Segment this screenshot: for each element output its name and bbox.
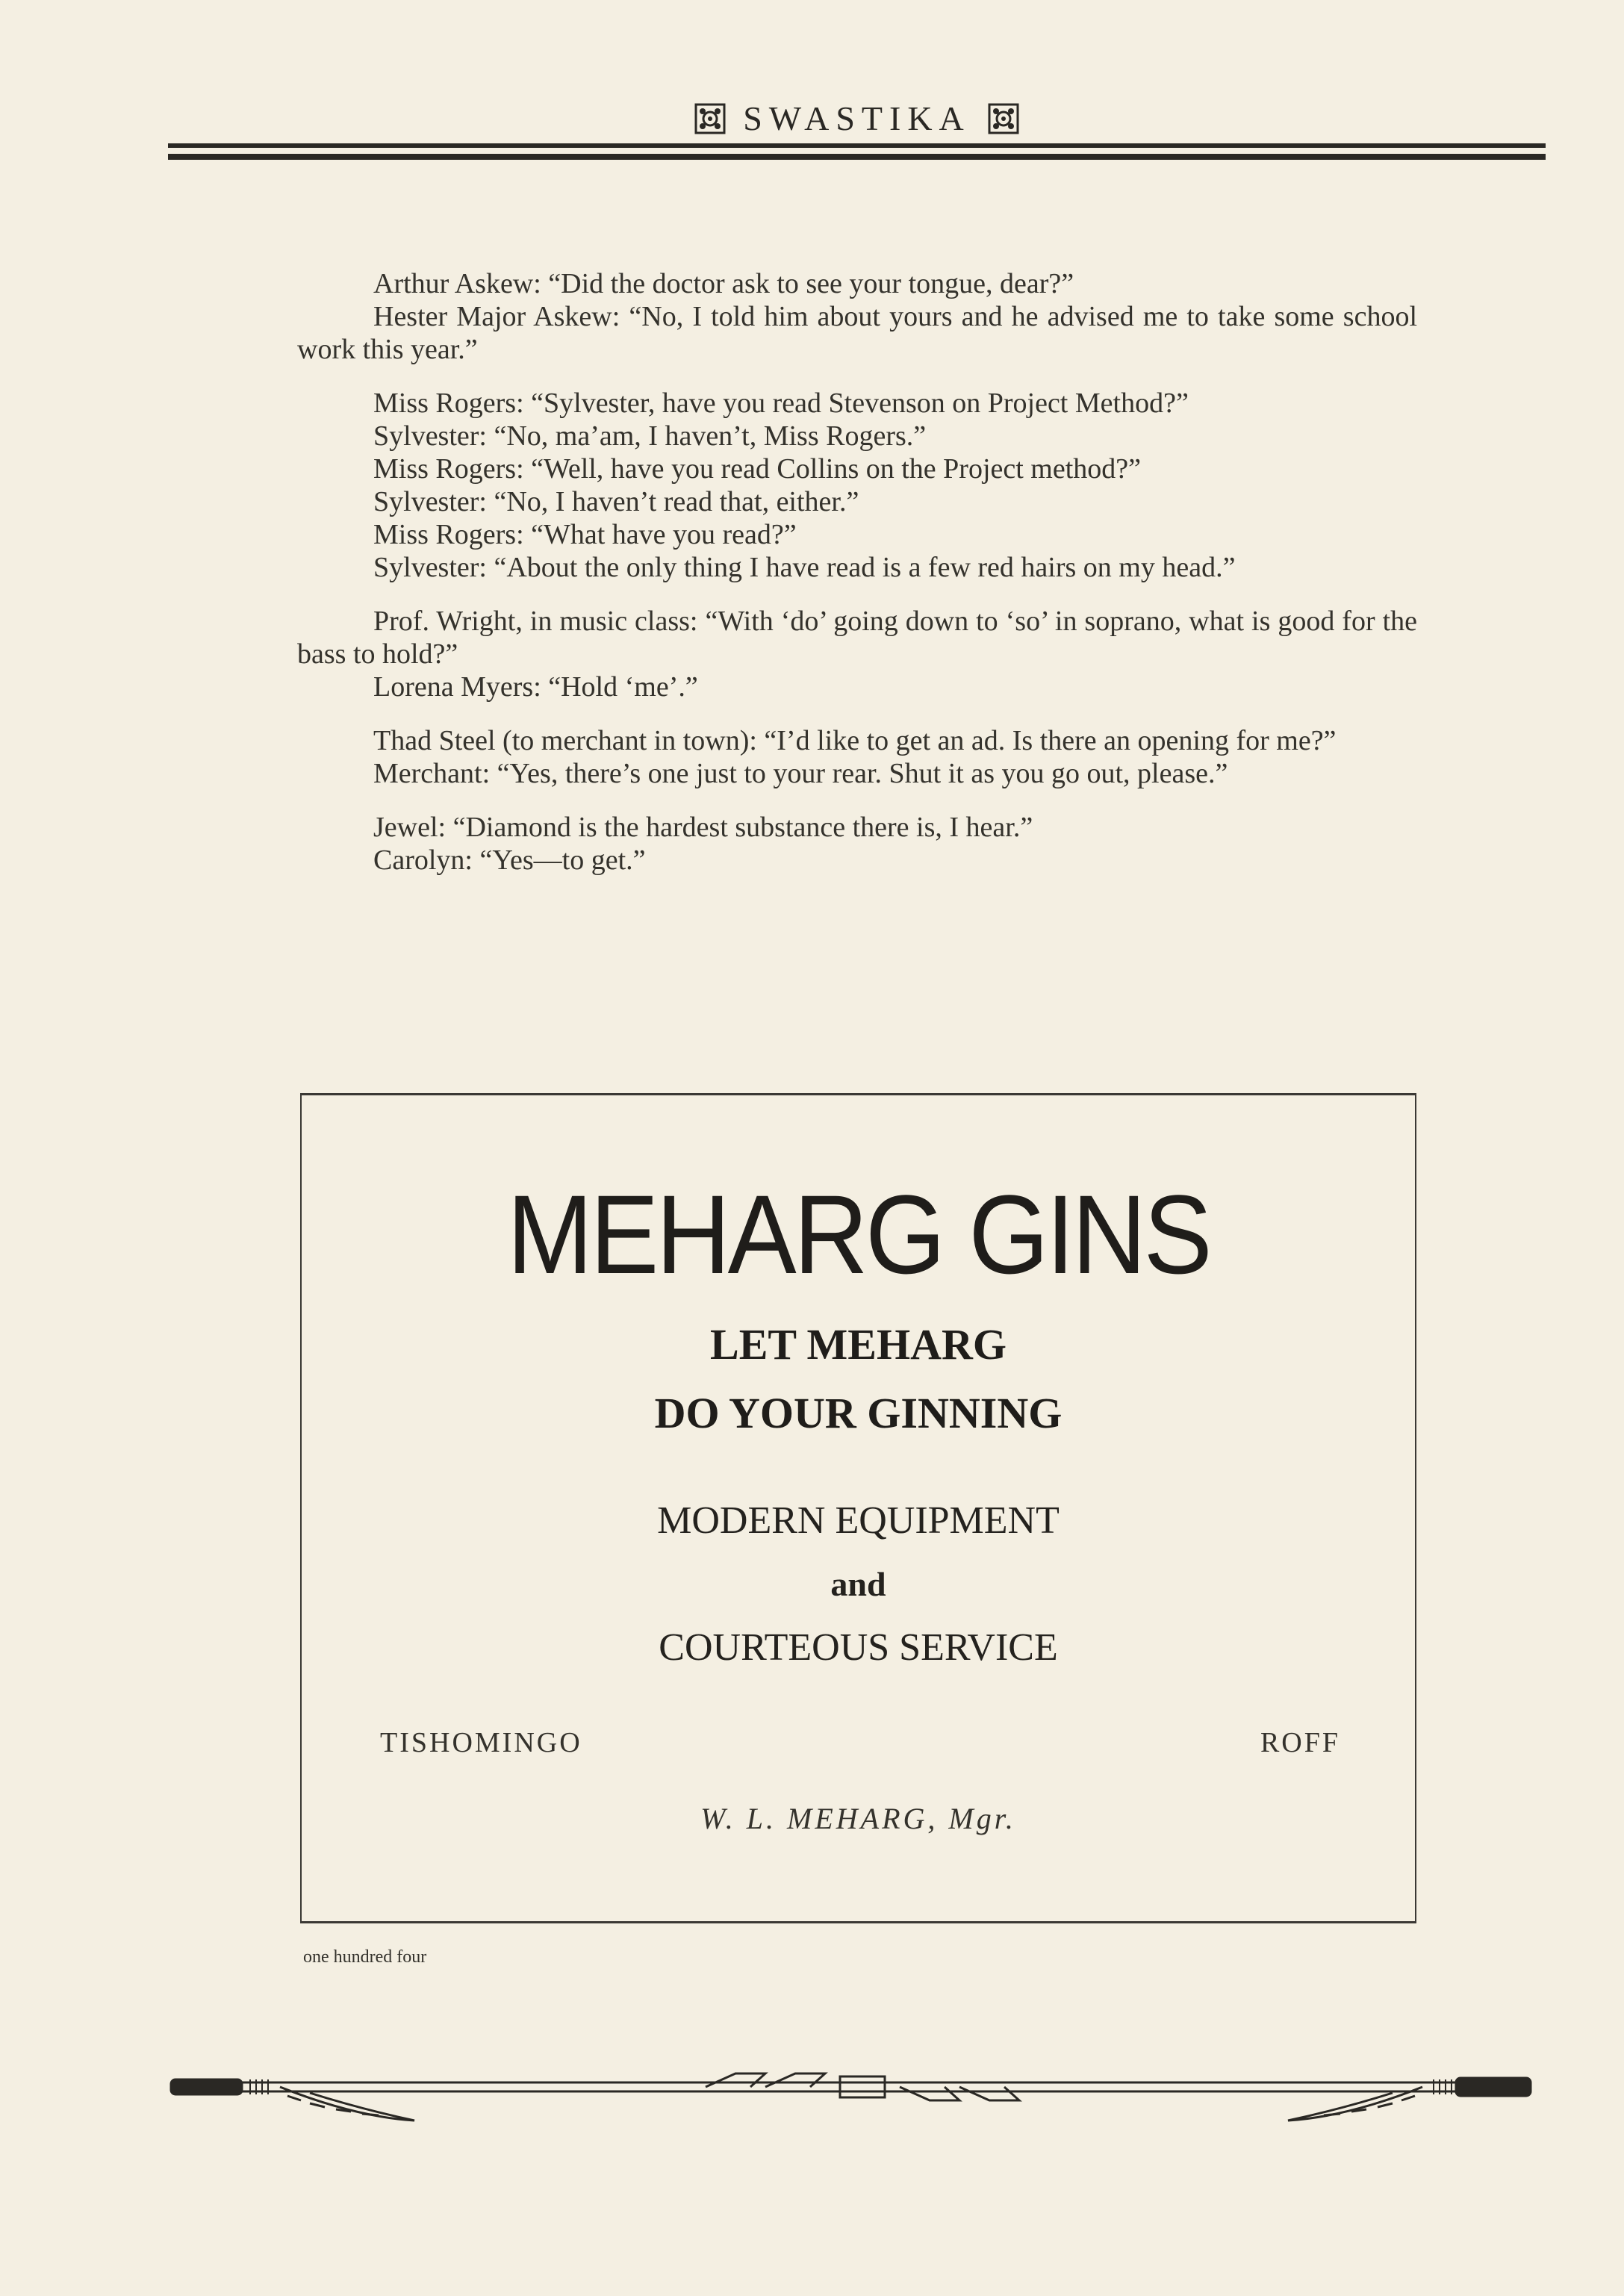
joke-line: Carolyn: “Yes—to get.” (373, 844, 646, 876)
ad-feature-equipment: MODERN EQUIPMENT (657, 1499, 1060, 1542)
advertisement-box (300, 1093, 1416, 1923)
joke-line: Sylvester: “No, I haven’t read that, either.” (373, 486, 859, 517)
page-number: one hundred four (303, 1947, 427, 1967)
joke-line: Miss Rogers: “Sylvester, have you read Stevenson on Project Method?” (373, 388, 1189, 419)
running-title: SWASTIKA (743, 99, 971, 137)
ad-location-left: TISHOMINGO (380, 1727, 582, 1758)
ad-brand-name: MEHARG GINS (507, 1172, 1210, 1297)
joke-line: Lorena Myers: “Hold ‘me’.” (373, 671, 698, 703)
header-rule-top (168, 143, 1546, 148)
ad-slogan-line2: DO YOUR GINNING (654, 1389, 1063, 1437)
joke-line: Thad Steel (to merchant in town): “I’d like to get an ad. Is there an opening for me?” (373, 725, 1337, 756)
joke-line: Merchant: “Yes, there’s one just to your rear. Shut it as you go out, please.” (373, 758, 1228, 789)
ad-manager: W. L. MEHARG, Mgr. (700, 1802, 1016, 1835)
floral-ornament-icon (694, 102, 727, 135)
joke-line: Sylvester: “About the only thing I have read is a few red hairs on my head.” (373, 552, 1236, 583)
joke-line: Arthur Askew: “Did the doctor ask to see your tongue, dear?” (373, 268, 1074, 299)
ad-location-right: ROFF (1260, 1727, 1340, 1758)
joke-line: Sylvester: “No, ma’am, I haven’t, Miss Rogers.” (373, 420, 927, 452)
header-rule-bottom (168, 154, 1546, 160)
joke-line: Hester Major Askew: “No, I told him about yours and he advised me to take some school work this year.” (297, 301, 1417, 365)
jokes-column (297, 267, 1417, 877)
joke-line: Miss Rogers: “Well, have you read Collins on the Project method?” (373, 453, 1142, 485)
joke-line: Prof. Wright, in music class: “With ‘do’ going down to ‘so’ in soprano, what is good for the bass to hold?” (297, 606, 1417, 670)
joke-line: Jewel: “Diamond is the hardest substance there is, I hear.” (373, 812, 1033, 843)
ad-slogan-line1: LET MEHARG (710, 1320, 1007, 1369)
floral-ornament-icon (987, 102, 1020, 135)
ad-conjunction: and (830, 1565, 886, 1603)
joke-line: Miss Rogers: “What have you read?” (373, 519, 797, 550)
header-title-group (694, 99, 1020, 138)
ad-feature-service: COURTEOUS SERVICE (659, 1626, 1058, 1669)
page-header (168, 99, 1546, 139)
footer-torch-ornament-icon (168, 2057, 1534, 2132)
